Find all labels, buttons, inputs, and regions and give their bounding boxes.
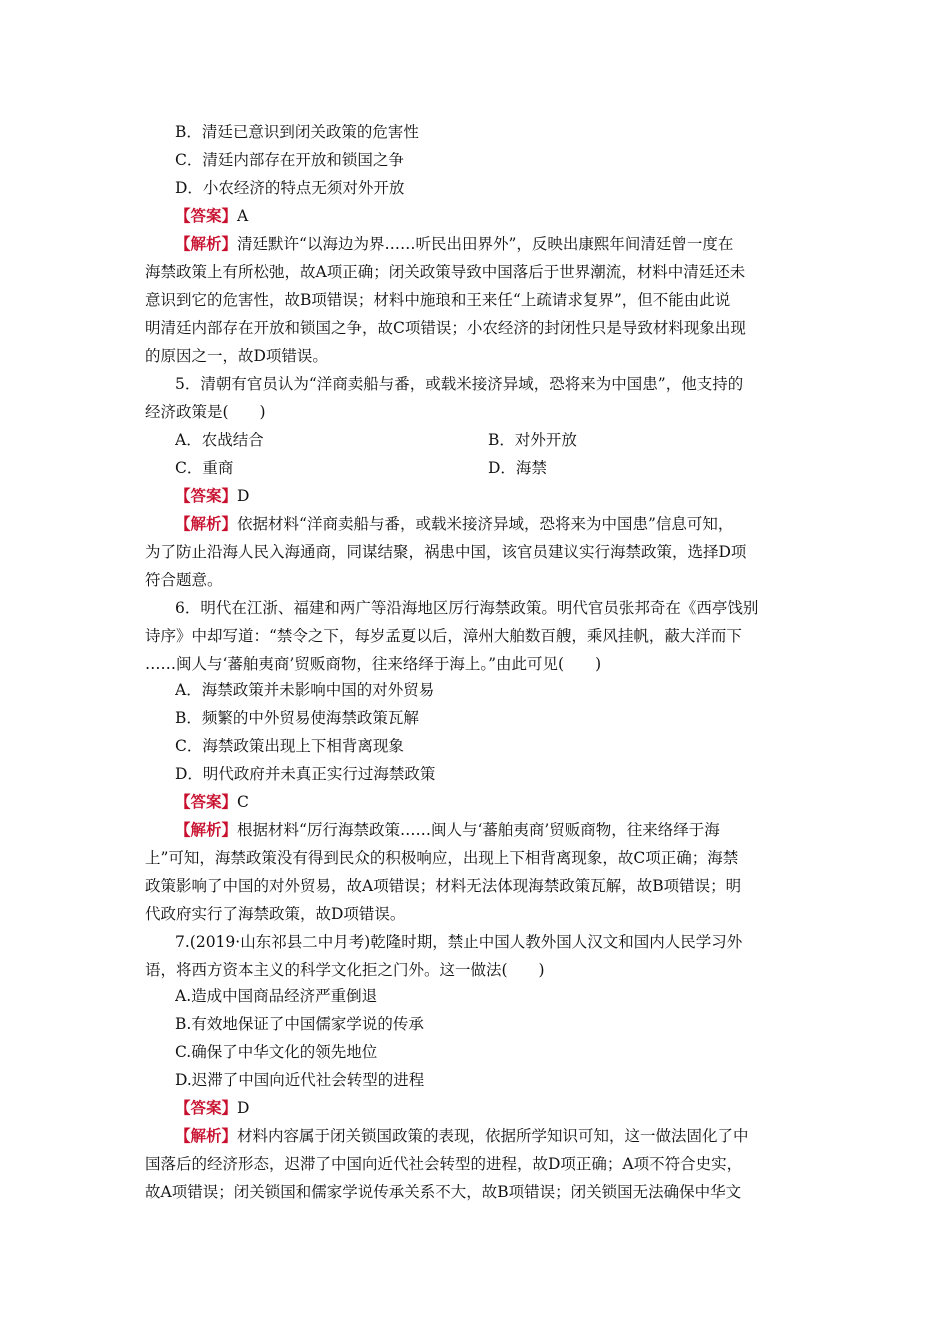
q6-option-d: D．明代政府并未真正实行过海禁政策	[175, 765, 436, 783]
q4-answer-line	[175, 202, 845, 230]
q6-analysis-line: 上”可知，海禁政策没有得到民众的积极响应，出现上下相背离现象，故C项正确；海禁	[145, 849, 739, 867]
q6-answer: C	[237, 793, 249, 811]
q7-analysis-line	[175, 1122, 845, 1150]
q5-option-d: D．海禁	[488, 459, 547, 477]
q4-option-d: D．小农经济的特点无须对外开放	[175, 179, 405, 197]
q5-stem: 5．清朝有官员认为“洋商卖船与番，或载米接济异域，恐将来为中国患”，他支持的	[175, 375, 744, 393]
analysis-tag: 【解析】	[175, 514, 238, 533]
q6-answer-line	[175, 788, 845, 816]
q7-option-d: D.迟滞了中国向近代社会转型的进程	[175, 1071, 425, 1089]
q7-option-b: B.有效地保证了中国儒家学说的传承	[175, 1015, 424, 1033]
q5-analysis-line	[175, 510, 845, 538]
q7-stem: 7.(2019·山东祁县二中月考)乾隆时期，禁止中国人教外国人汉文和国内人民学习外	[175, 933, 743, 951]
q6-option-a: A．海禁政策并未影响中国的对外贸易	[175, 681, 435, 699]
q7-analysis-line: 故A项错误；闭关锁国和儒家学说传承关系不大，故B项错误；闭关锁国无法确保中华文	[145, 1183, 742, 1201]
q6-option-c: C．海禁政策出现上下相背离现象	[175, 737, 404, 755]
q7-option-c: C.确保了中华文化的领先地位	[175, 1043, 378, 1061]
q5-option-b: B．对外开放	[488, 431, 577, 449]
answer-tag: 【答案】	[175, 1098, 238, 1117]
q5-answer: D	[237, 487, 250, 505]
q7-answer: D	[237, 1099, 250, 1117]
q5-analysis-text: 依据材料“洋商卖船与番，或载米接济异域，恐将来为中国患”信息可知，	[237, 515, 734, 533]
q7-stem: 语，将西方资本主义的科学文化拒之门外。这一做法( )	[145, 961, 545, 979]
q4-analysis-line	[175, 230, 845, 258]
q6-analysis-line: 政策影响了中国的对外贸易，故A项错误；材料无法体现海禁政策瓦解，故B项错误；明	[145, 877, 742, 895]
q4-option-c: C．清廷内部存在开放和锁国之争	[175, 151, 404, 169]
answer-tag: 【答案】	[175, 486, 238, 505]
q4-answer: A	[237, 207, 249, 225]
q7-answer-line	[175, 1094, 845, 1122]
q5-option-a: A．农战结合	[175, 431, 264, 449]
q7-analysis-line: 国落后的经济形态，迟滞了中国向近代社会转型的进程，故D项正确；A项不符合史实，	[145, 1155, 743, 1173]
analysis-tag: 【解析】	[175, 820, 238, 839]
q7-analysis-text: 材料内容属于闭关锁国政策的表现，依据所学知识可知，这一做法固化了中	[237, 1127, 749, 1145]
q4-analysis-line: 的原因之一，故D项错误。	[145, 347, 328, 365]
q4-analysis-line: 意识到它的危害性，故B项错误；材料中施琅和王来任“上疏请求复界”，但不能由此说	[145, 291, 731, 309]
q7-option-a: A.造成中国商品经济严重倒退	[175, 987, 378, 1005]
answer-tag: 【答案】	[175, 792, 238, 811]
q5-option-c: C．重商	[175, 459, 234, 477]
q5-analysis-line: 为了防止沿海人民入海通商，同谋结聚，祸患中国，该官员建议实行海禁政策，选择D项	[145, 543, 747, 561]
q4-analysis-text: 清廷默许“以海边为界……听民出田界外”，反映出康熙年间清廷曾一度在	[237, 235, 734, 253]
q4-analysis-line: 明清廷内部存在开放和锁国之争，故C项错误；小农经济的封闭性只是导致材料现象出现	[145, 319, 746, 337]
q5-stem: 经济政策是( )	[145, 403, 266, 421]
q6-option-b: B．频繁的中外贸易使海禁政策瓦解	[175, 709, 419, 727]
q5-answer-line	[175, 482, 845, 510]
q4-analysis-line: 海禁政策上有所松弛，故A项正确；闭关政策导致中国落后于世界潮流，材料中清廷还未	[145, 263, 746, 281]
q5-analysis-line: 符合题意。	[145, 571, 223, 589]
q6-analysis-line: 代政府实行了海禁政策，故D项错误。	[145, 905, 406, 923]
q6-analysis-line	[175, 816, 845, 844]
analysis-tag: 【解析】	[175, 1126, 238, 1145]
q6-stem: 6．明代在江浙、福建和两广等沿海地区厉行海禁政策。明代官员张邦奇在《西亭饯别	[175, 599, 759, 617]
answer-tag: 【答案】	[175, 206, 238, 225]
q6-stem: ……闽人与‘蕃舶夷商’贸贩商物，往来络绎于海上。”由此可见( )	[145, 655, 602, 673]
q6-analysis-text: 根据材料“厉行海禁政策……闽人与‘蕃舶夷商’贸贩商物，往来络绎于海	[237, 821, 720, 839]
q6-stem: 诗序》中却写道：“禁令之下，每岁孟夏以后，漳州大舶数百艘，乘风挂帆，蔽大洋而下	[145, 627, 742, 645]
analysis-tag: 【解析】	[175, 234, 238, 253]
q4-option-b: B．清廷已意识到闭关政策的危害性	[175, 123, 419, 141]
